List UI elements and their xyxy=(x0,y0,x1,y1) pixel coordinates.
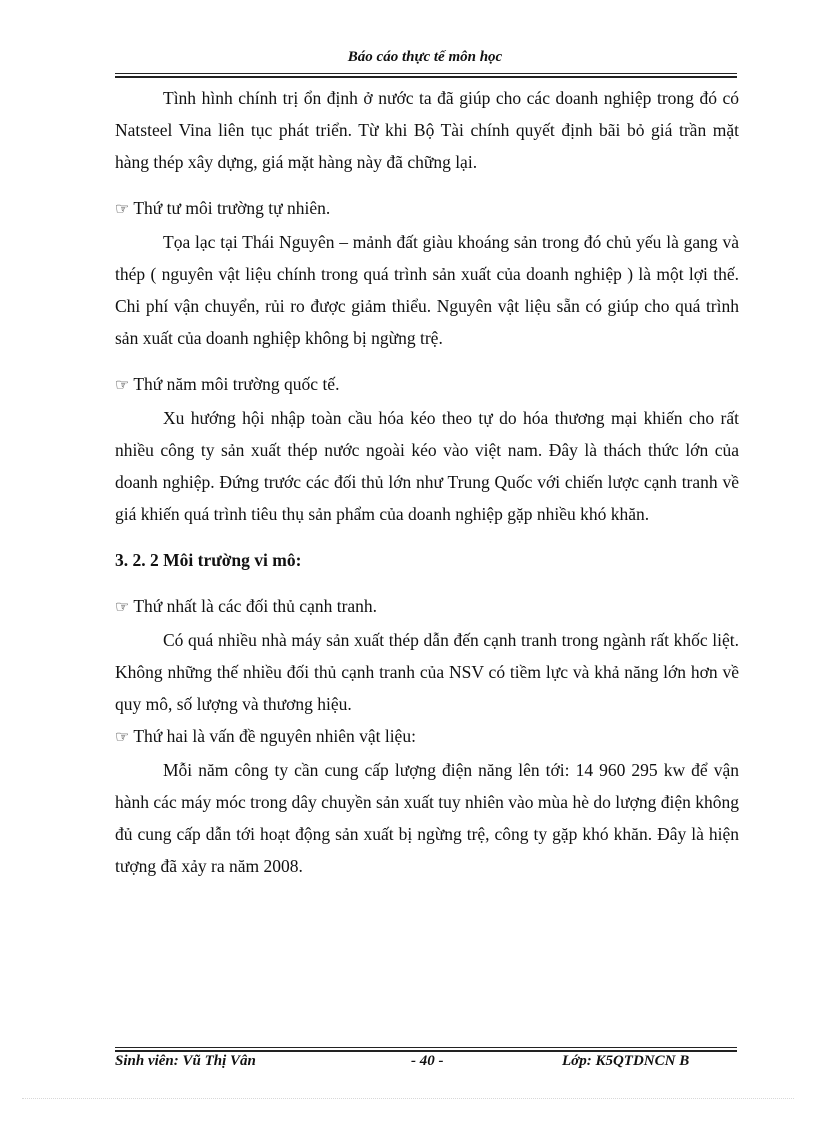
footer-page-number: - 40 - xyxy=(411,1053,444,1069)
paragraph-materials: Mỗi năm công ty cần cung cấp lượng điện năng lên tới: 14 960 295 kw để vận hành các máy móc trong dây chuyền sản xuất tuy nhiên vào mùa hè do lượng điện không đủ cung cấp dẫn tới hoạt động sản xuất bị ngừng trệ, công ty gặp khó khăn. Đây là hiện tượng đã xảy ra năm 2008. xyxy=(115,760,739,876)
pointing-hand-icon: ☞ xyxy=(115,377,130,394)
bullet-international-environment xyxy=(115,368,739,402)
pointing-hand-icon: ☞ xyxy=(115,599,130,616)
bullet-text: Thứ nhất là các đối thủ cạnh tranh. xyxy=(133,596,378,616)
header-rule xyxy=(115,73,737,78)
paragraph-political: Tình hình chính trị ổn định ở nước ta đã giúp cho các doanh nghiệp trong đó có Natsteel Vina liên tục phát triển. Từ khi Bộ Tài chính quyết định bãi bỏ giá trần mặt hàng thép xây dựng, giá mặt hàng này đã chững lại. xyxy=(115,88,739,172)
footer-student: Sinh viên: Vũ Thị Vân xyxy=(115,1053,256,1069)
header-title: Báo cáo thực tế môn học xyxy=(347,49,503,65)
bullet-text: Thứ năm môi trường quốc tế. xyxy=(133,374,340,394)
paragraph-competitors: Có quá nhiều nhà máy sản xuất thép dẫn đến cạnh tranh trong ngành rất khốc liệt. Không những thế nhiều đối thủ cạnh tranh của NSV có tiềm lực và khả năng lớn hơn về quy mô, số lượng và thương hiệu. xyxy=(115,630,739,714)
bullet-competitors xyxy=(115,590,739,624)
document-body xyxy=(115,82,739,882)
page-edge xyxy=(22,1098,794,1099)
bullet-natural-environment xyxy=(115,192,739,226)
footer-rule xyxy=(115,1047,737,1052)
paragraph-natural: Tọa lạc tại Thái Nguyên – mảnh đất giàu khoáng sản trong đó chủ yếu là gang và thép ( nguyên vật liệu chính trong quá trình sản xuất của doanh nghiệp ) là một lợi thế. Chi phí vận chuyển, rủi ro được giảm thiểu. Nguyên vật liệu sẵn có giúp cho quá trình sản xuất của doanh nghiệp không bị ngừng trệ. xyxy=(115,232,739,348)
bullet-materials xyxy=(115,720,739,754)
paragraph-international: Xu hướng hội nhập toàn cầu hóa kéo theo tự do hóa thương mại khiến cho rất nhiều công ty sản xuất thép nước ngoài kéo vào việt nam. Đây là thách thức lớn của doanh nghiệp. Đứng trước các đối thủ lớn như Trung Quốc với chiến lược cạnh tranh về giá khiến quá trình tiêu thụ sản phẩm của doanh nghiệp gặp nhiều khó khăn. xyxy=(115,408,739,524)
bullet-text: Thứ tư môi trường tự nhiên. xyxy=(133,198,331,218)
footer-class: Lớp: K5QTDNCN B xyxy=(562,1053,690,1069)
page-header xyxy=(115,48,735,66)
pointing-hand-icon: ☞ xyxy=(115,729,130,746)
bullet-text: Thứ hai là vấn đề nguyên nhiên vật liệu: xyxy=(133,726,416,746)
pointing-hand-icon: ☞ xyxy=(115,201,130,218)
section-heading: 3. 2. 2 Môi trường vi mô: xyxy=(115,550,302,570)
